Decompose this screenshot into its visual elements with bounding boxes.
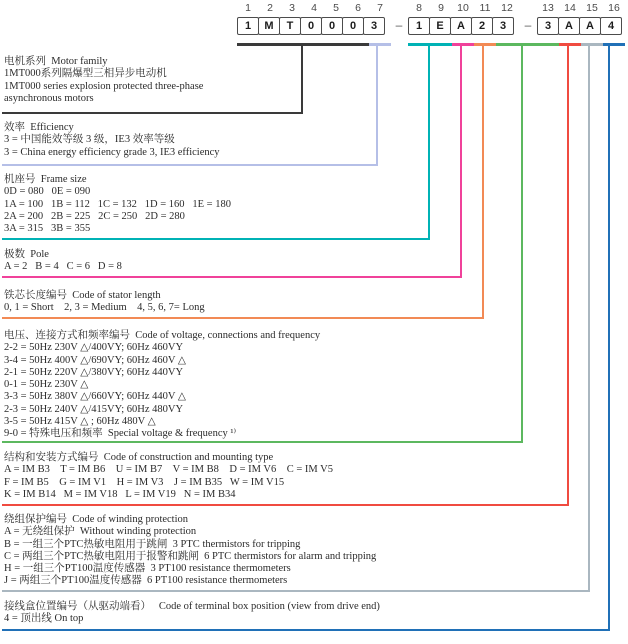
section-line: asynchronous motors: [4, 92, 94, 104]
code-underline-bar-terminal-box: [603, 43, 625, 46]
connector-line-frame-size: [428, 43, 430, 240]
code-underline-bar-construction: [559, 43, 581, 46]
code-underline-bar-voltage: [496, 43, 559, 46]
section-line: C = 两组三个PTC热敏电阻用于报警和跳闸 6 PTC thermistors for alarm and tripping: [4, 550, 377, 562]
connector-line-efficiency: [376, 43, 378, 166]
position-number: 3: [289, 2, 295, 14]
code-char-box: A: [450, 17, 472, 35]
position-number: 2: [267, 2, 273, 14]
code-underline-bar-stator-length: [474, 43, 496, 46]
section-line: A = IM B3 T = IM B6 U = IM B7 V = IM B8 D = IM V6 C = IM V5: [4, 464, 333, 476]
code-char-box: 4: [600, 17, 622, 35]
position-number: 10: [457, 2, 469, 14]
code-char-box: 0: [300, 17, 322, 35]
code-char-box: T: [279, 17, 301, 35]
section-line: J = 两组三个PT100温度传感器 6 PT100 resistance thermometers: [4, 575, 288, 587]
position-number: 8: [416, 2, 422, 14]
section-underline-voltage: [2, 441, 523, 443]
section-line: 3 = China energy efficiency grade 3, IE3 efficiency: [4, 146, 220, 158]
section-line: K = IM B14 M = IM V18 L = IM V19 N = IM B34: [4, 488, 236, 500]
section-line: 2-2 = 50Hz 230V △/400VY; 60Hz 460VY: [4, 342, 184, 354]
code-char-box: 1: [237, 17, 259, 35]
section-line: 2A = 200 2B = 225 2C = 250 2D = 280: [4, 210, 185, 222]
section-line: 0, 1 = Short 2, 3 = Medium 4, 5, 6, 7= Long: [4, 302, 205, 314]
code-underline-bar-winding: [581, 43, 603, 46]
section-line: H = 一组三个PT100温度传感器 3 PT100 resistance thermometers: [4, 563, 291, 575]
code-char-box: 1: [408, 17, 430, 35]
section-line: 结构和安装方式编号 Code of construction and mounting type: [4, 452, 274, 463]
section-underline-motor-family: [2, 112, 303, 114]
code-char-box: A: [558, 17, 580, 35]
position-number: 4: [311, 2, 317, 14]
section-line: 机座号 Frame size: [4, 174, 87, 185]
code-underline-bar-pole: [452, 43, 474, 46]
position-number: 11: [479, 2, 491, 14]
section-line: 3A = 315 3B = 355: [4, 223, 91, 235]
code-separator-dash: –: [524, 18, 532, 32]
section-stator-length: [4, 290, 205, 315]
code-box-group3: [537, 17, 622, 35]
position-number: 14: [564, 2, 576, 14]
section-line: 3 = 中国能效等级 3 级，IE3 效率等级: [4, 134, 175, 146]
section-underline-construction: [2, 504, 569, 506]
code-char-box: 0: [321, 17, 343, 35]
section-line: F = IM B5 G = IM V1 H = IM V3 J = IM B35 W = IM V15: [4, 476, 285, 488]
section-line: 4 = 顶出线 On top: [4, 613, 84, 625]
section-line: 2-3 = 50Hz 240V △/415VY; 60Hz 480VY: [4, 403, 184, 415]
section-line: 电压、连接方式和频率编号 Code of voltage, connections and frequency: [4, 330, 321, 341]
section-line: B = 一组三个PTC热敏电阻用于跳闸 3 PTC thermistors for tripping: [4, 538, 301, 550]
section-line: 极数 Pole: [4, 249, 49, 260]
connector-line-terminal-box: [608, 43, 610, 631]
connector-line-construction: [567, 43, 569, 506]
section-construction-mounting: [4, 452, 333, 501]
connector-line-pole: [460, 43, 462, 278]
section-motor-family: [4, 56, 203, 105]
position-numbers-group1: [237, 2, 391, 14]
position-number: 16: [608, 2, 620, 14]
section-line: 1A = 100 1B = 112 1C = 132 1D = 160 1E = 180: [4, 198, 231, 210]
section-underline-winding: [2, 590, 590, 592]
section-line: 绕组保护编号 Code of winding protection: [4, 514, 189, 525]
section-winding-protection: [4, 514, 376, 588]
section-line: 效率 Efficiency: [4, 122, 74, 133]
section-line: A = 2 B = 4 C = 6 D = 8: [4, 261, 122, 273]
section-line: 9-0 = 特殊电压和频率 Special voltage & frequency ¹⁾: [4, 428, 237, 440]
position-number: 6: [355, 2, 361, 14]
code-char-box: 3: [363, 17, 385, 35]
code-char-box: 2: [471, 17, 493, 35]
section-efficiency: [4, 122, 220, 159]
position-number: 15: [586, 2, 598, 14]
section-voltage-connection-frequency: [4, 330, 320, 441]
code-box-group2: [408, 17, 514, 35]
section-line: 1MT000 series explosion protected three-phase: [4, 80, 204, 92]
section-frame-size: [4, 174, 231, 235]
section-line: 电机系列 Motor family: [4, 56, 108, 67]
section-line: A = 无绕组保护 Without winding protection: [4, 526, 197, 538]
section-underline-terminal-box: [2, 629, 610, 631]
code-char-box: M: [258, 17, 280, 35]
section-underline-frame-size: [2, 238, 430, 240]
section-line: 0-1 = 50Hz 230V △: [4, 379, 89, 391]
position-number: 1: [245, 2, 251, 14]
section-line: 3-5 = 50Hz 415V △ ; 60Hz 480V △: [4, 416, 156, 428]
position-number: 5: [333, 2, 339, 14]
position-numbers-group3: [537, 2, 625, 14]
section-underline-pole: [2, 276, 462, 278]
section-line: 0D = 080 0E = 090: [4, 186, 91, 198]
code-underline-bar-motor-family: [237, 43, 369, 46]
connector-line-stator-length: [482, 43, 484, 319]
section-pole: [4, 249, 122, 274]
code-underline-bar-efficiency: [369, 43, 391, 46]
position-numbers-group2: [408, 2, 518, 14]
section-line: 3-3 = 50Hz 380V △/660VY; 60Hz 440V △: [4, 391, 187, 403]
connector-line-voltage: [521, 43, 523, 443]
connector-line-winding: [588, 43, 590, 592]
section-line: 1MT000系列隔爆型三相异步电动机: [4, 68, 167, 80]
section-line: 接线盒位置编号（从驱动端看） Code of terminal box position (view from drive end): [4, 601, 380, 612]
section-terminal-box-position: [4, 601, 380, 626]
code-char-box: 3: [492, 17, 514, 35]
connector-line-motor-family: [301, 43, 303, 114]
section-underline-efficiency: [2, 164, 378, 166]
code-char-box: 3: [537, 17, 559, 35]
position-number: 12: [501, 2, 513, 14]
position-number: 9: [438, 2, 444, 14]
code-char-box: E: [429, 17, 451, 35]
section-line: 铁芯长度编号 Code of stator length: [4, 290, 161, 301]
code-underline-bar-frame-size: [408, 43, 452, 46]
code-box-group1: [237, 17, 385, 35]
code-char-box: 0: [342, 17, 364, 35]
code-char-box: A: [579, 17, 601, 35]
section-line: 3-4 = 50Hz 400V △/690VY; 60Hz 460V △: [4, 354, 187, 366]
section-line: 2-1 = 50Hz 220V △/380VY; 60Hz 440VY: [4, 366, 184, 378]
section-underline-stator-length: [2, 317, 484, 319]
position-number: 7: [377, 2, 383, 14]
code-separator-dash: –: [395, 18, 403, 32]
position-number: 13: [542, 2, 554, 14]
